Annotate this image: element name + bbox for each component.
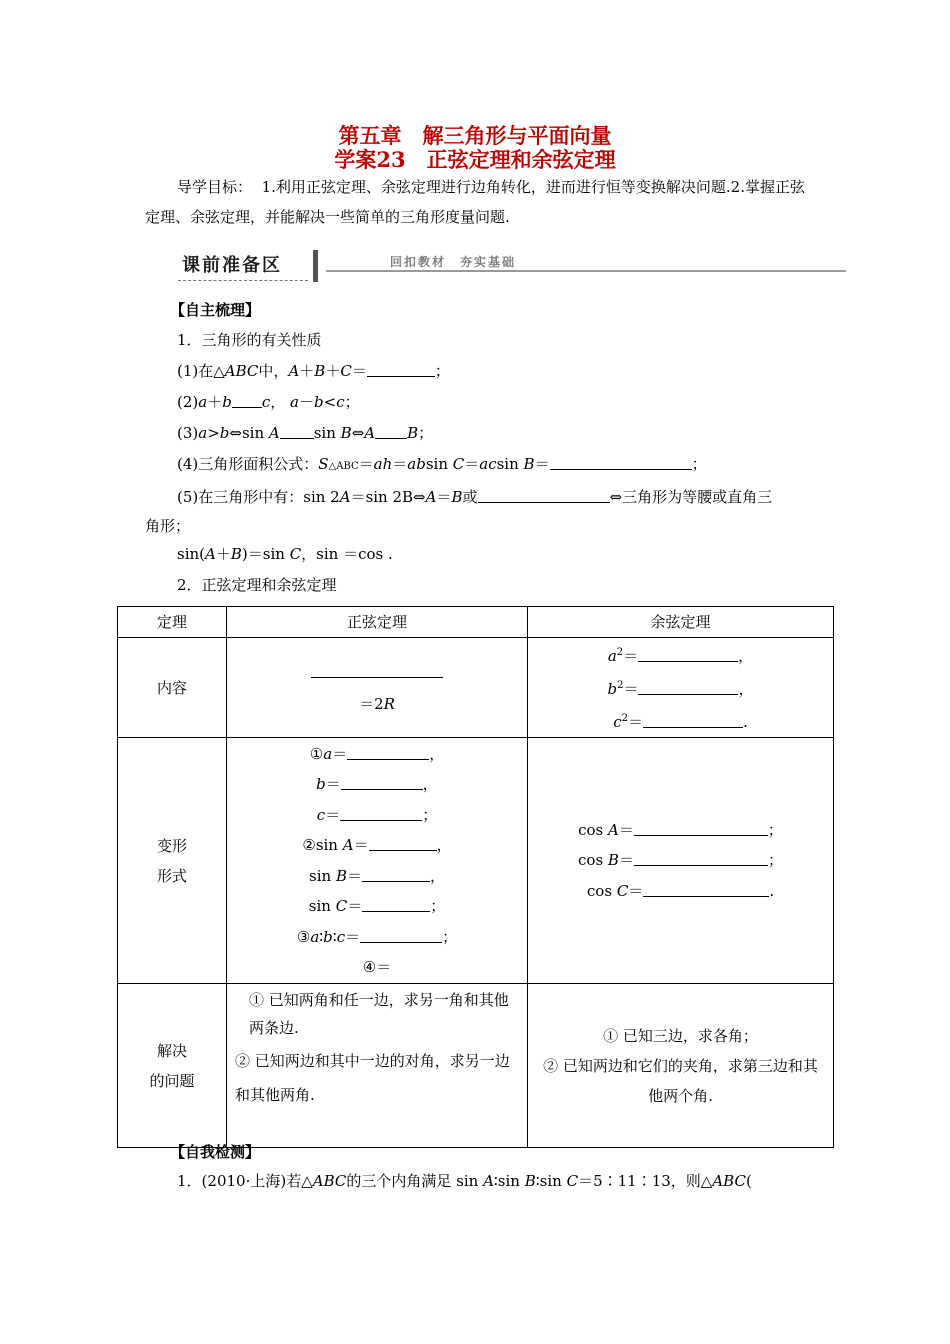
blank[interactable]	[369, 835, 437, 851]
sine-law-problems: ① 已知两角和任一边，求另一角和其他两条边. ② 已知两边和其中一边的对角，求另一边和其他两角.	[227, 984, 528, 1148]
blank[interactable]	[280, 423, 314, 439]
learning-goals	[145, 172, 810, 232]
blank[interactable]	[550, 454, 692, 470]
goals-prefix: 导学目标：	[177, 178, 253, 196]
blank[interactable]	[638, 679, 738, 695]
blank[interactable]	[232, 392, 262, 408]
property-4: (4)三角形面积公式：S△ABC＝ah＝absin C＝acsin B＝ ；	[177, 455, 707, 473]
banner-bar	[313, 250, 318, 282]
section-heading-self-review: 【自主梳理】	[170, 301, 261, 319]
theorem-table	[117, 606, 834, 1148]
section-banner	[178, 250, 848, 284]
property-1: (1)在△ABC中，A＋B＋C＝ ；	[177, 362, 450, 380]
section-heading-self-test: 【自我检测】	[170, 1143, 261, 1161]
blank[interactable]	[341, 774, 423, 790]
property-5: (5)在三角形中有：sin 2A＝sin 2B⇔A＝B或 ⇔三角形为等腰或直角三角形；	[145, 488, 773, 535]
item-2-heading: 2．正弦定理和余弦定理	[177, 576, 337, 594]
cosine-law-forms: cos A＝ ； cos B＝ ； cos C＝ .	[528, 738, 834, 984]
blank[interactable]	[360, 927, 442, 943]
item-1-heading: 1．三角形的有关性质	[177, 331, 322, 349]
row-label-problems: 解决 的问题	[118, 984, 227, 1148]
property-3: (3)a>b⇔sin A sin B⇔A B；	[177, 424, 434, 442]
blank[interactable]	[311, 662, 443, 678]
header-theorem: 定理	[118, 607, 227, 638]
banner-rule	[326, 270, 846, 272]
chapter-title: 第五章 解三角形与平面向量	[338, 123, 612, 148]
blank[interactable]	[362, 866, 430, 882]
blank[interactable]	[478, 487, 610, 503]
property-2: (2)a＋b c， a－b<c；	[177, 393, 360, 411]
blank[interactable]	[340, 805, 422, 821]
row-label-forms: 变形 形式	[118, 738, 227, 984]
banner-dotted-line	[178, 280, 308, 281]
blank[interactable]	[634, 850, 768, 866]
lesson-title: 学案23 正弦定理和余弦定理	[334, 147, 616, 172]
header-cosine-law: 余弦定理	[528, 607, 834, 638]
banner-label: 课前准备区	[182, 255, 282, 276]
cosine-law-problems: ① 已知三边，求各角； ② 已知两边和它们的夹角，求第三边和其他两个角.	[528, 984, 834, 1148]
header-sine-law: 正弦定理	[227, 607, 528, 638]
blank[interactable]	[362, 896, 430, 912]
blank[interactable]	[375, 423, 407, 439]
blank[interactable]	[643, 712, 743, 728]
goals-text: 1.利用正弦定理、余弦定理进行边角转化，进而进行恒等变换解决问题.2.掌握正弦定理、余弦定理，并能解决一些简单的三角形度量问题.	[145, 178, 805, 226]
blank[interactable]	[367, 361, 435, 377]
property-6: sin(A＋B)＝sin C，sin ＝cos .	[177, 545, 393, 563]
blank[interactable]	[643, 881, 769, 897]
cosine-law-content: $a^2=$ ， $b^2=$ ， $c^2=$ .	[528, 638, 834, 738]
blank[interactable]	[634, 820, 768, 836]
blank[interactable]	[638, 646, 738, 662]
question-1: 1．(2010·上海)若△ABC的三个内角满足 sin A∶sin B∶sin C＝5∶11∶13，则△ABC(	[177, 1172, 752, 1190]
row-label-content: 内容	[118, 638, 227, 738]
blank[interactable]	[347, 744, 429, 760]
sine-law-forms: ①a＝ ， b＝ ， c＝ ； ②sin A＝ ， sin B＝ ， sin C＝ ； ③a∶b∶c＝ ； ④＝	[227, 738, 528, 984]
banner-subtitle: 回扣教材 夯实基础	[390, 255, 517, 269]
sine-law-content: ＝2R	[227, 638, 528, 738]
